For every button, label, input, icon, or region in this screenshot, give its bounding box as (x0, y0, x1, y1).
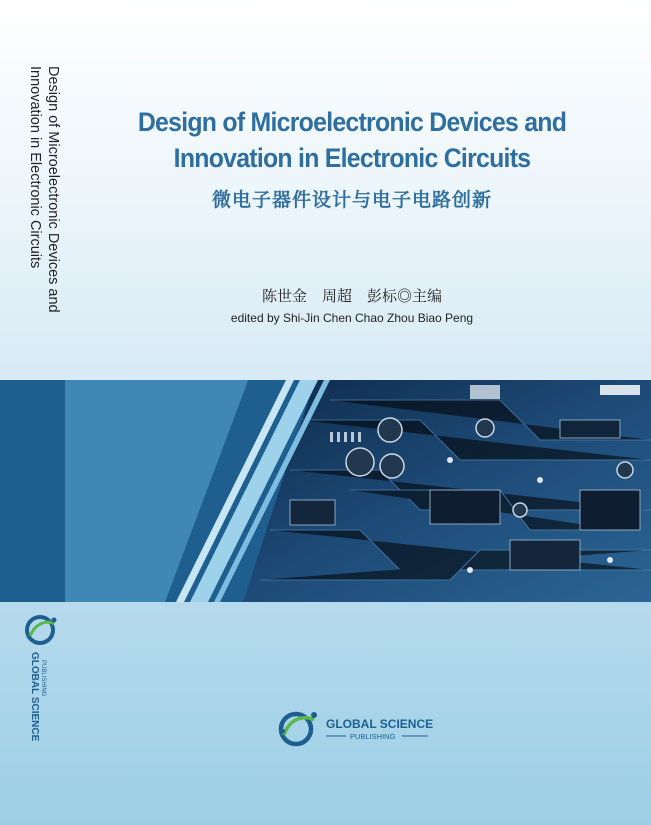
publisher-logo-icon (20, 612, 64, 752)
circuit-band (0, 380, 651, 602)
publisher-logo (270, 703, 440, 755)
spine-title-line2: Innovation in Electronic Circuits (27, 66, 43, 269)
spine-publisher-sub: PUBLISHING (40, 660, 46, 697)
cover-title-chinese: 微电子器件设计与电子电路创新 (211, 190, 492, 211)
authors-english: edited by Shi-Jin Chen Chao Zhou Biao Peng (230, 311, 474, 325)
spine-publisher-name: GLOBAL SCIENCE (29, 652, 40, 742)
cover-title (28, 104, 651, 176)
cover-title-line2: Innovation in Electronic Circuits (173, 143, 531, 173)
publisher-sub: PUBLISHING (350, 732, 396, 741)
authors-chinese: 陈世金 周超 彭标◎主编 (261, 288, 442, 305)
publisher-name: GLOBAL SCIENCE (326, 717, 434, 731)
cover-title-line1: Design of Microelectronic Devices and (137, 107, 567, 137)
publisher-logo-icon (281, 712, 317, 744)
spine-title-line1: Design of Microelectronic Devices and (45, 66, 61, 313)
